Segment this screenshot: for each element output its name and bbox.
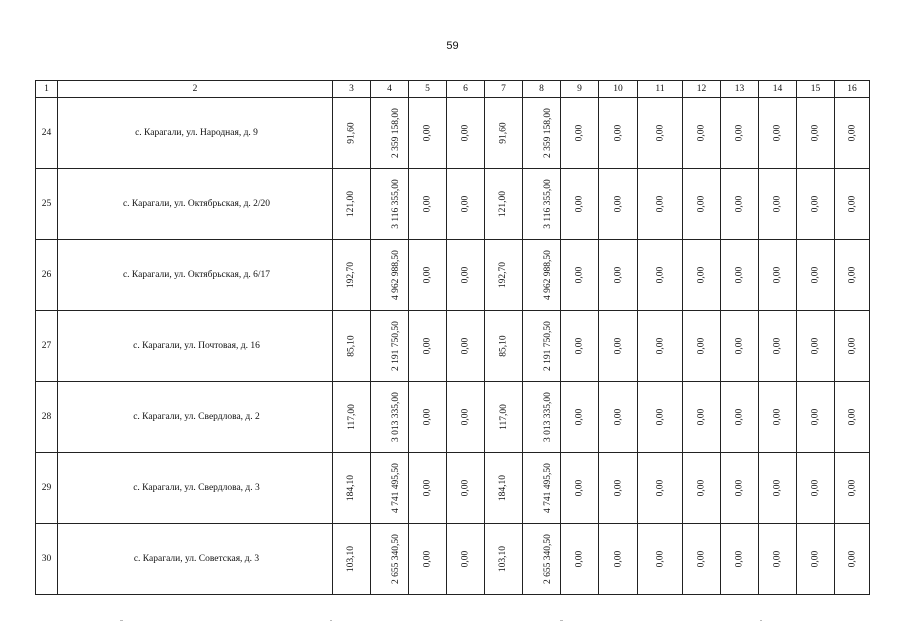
- cell-value: 0,00: [696, 195, 707, 213]
- value-cell: [599, 382, 638, 453]
- cell-value: 0,00: [772, 479, 783, 497]
- value-cell: [835, 169, 870, 240]
- column-header: 14: [759, 81, 797, 98]
- value-cell: [409, 382, 447, 453]
- cell-value: 0,00: [574, 195, 585, 213]
- value-cell: [599, 240, 638, 311]
- value-cell: [561, 98, 599, 169]
- cell-value: 0,00: [422, 337, 433, 355]
- cell-value: 0,00: [574, 266, 585, 284]
- value-cell: [721, 453, 759, 524]
- value-cell: [638, 169, 683, 240]
- cell-value: 0,00: [772, 266, 783, 284]
- cell-value: 0,00: [460, 337, 471, 355]
- value-cell: [333, 240, 371, 311]
- table-row: [36, 382, 870, 453]
- value-cell: [638, 382, 683, 453]
- column-header: 13: [721, 81, 759, 98]
- value-cell: [371, 240, 409, 311]
- value-cell: [485, 524, 523, 595]
- cell-value: 0,00: [734, 337, 745, 355]
- value-cell: [447, 524, 485, 595]
- value-cell: [561, 524, 599, 595]
- cell-value: 0,00: [810, 550, 821, 568]
- value-cell: [683, 453, 721, 524]
- cell-value: 0,00: [847, 550, 857, 568]
- cell-value: 184,10: [346, 474, 357, 502]
- value-cell: [485, 311, 523, 382]
- cell-value: 3 013 335,00: [542, 392, 553, 442]
- table-row: [36, 524, 870, 595]
- registry-table: [35, 80, 870, 595]
- cell-value: 103,10: [346, 545, 357, 573]
- column-header: 16: [835, 81, 870, 98]
- value-cell: [371, 382, 409, 453]
- cell-value: 0,00: [772, 337, 783, 355]
- cell-value: 2 655 340,50: [390, 534, 401, 584]
- cell-value: 0,00: [696, 266, 707, 284]
- value-cell: [835, 382, 870, 453]
- cell-value: 103,10: [498, 545, 509, 573]
- cell-value: 0,00: [655, 195, 665, 213]
- cell-value: 0,00: [422, 550, 433, 568]
- column-header: 10: [599, 81, 638, 98]
- cell-value: 0,00: [734, 195, 745, 213]
- value-cell: [561, 240, 599, 311]
- value-cell: [797, 453, 835, 524]
- header-row: [36, 81, 870, 98]
- scan-speck: [560, 620, 563, 621]
- row-number: 27: [36, 311, 58, 382]
- value-cell: [638, 240, 683, 311]
- value-cell: [333, 524, 371, 595]
- value-cell: [485, 98, 523, 169]
- cell-value: 4 962 988,50: [542, 250, 553, 300]
- column-header: 11: [638, 81, 683, 98]
- value-cell: [797, 240, 835, 311]
- column-header: 3: [333, 81, 371, 98]
- value-cell: [683, 169, 721, 240]
- cell-value: 0,00: [574, 550, 585, 568]
- cell-value: 0,00: [810, 195, 821, 213]
- cell-value: 0,00: [613, 479, 623, 497]
- cell-value: 0,00: [810, 124, 821, 142]
- value-cell: [485, 169, 523, 240]
- cell-value: 0,00: [655, 408, 665, 426]
- value-cell: [447, 240, 485, 311]
- cell-value: 0,00: [422, 124, 433, 142]
- value-cell: [683, 98, 721, 169]
- cell-value: 0,00: [696, 479, 707, 497]
- value-cell: [409, 311, 447, 382]
- value-cell: [759, 169, 797, 240]
- cell-value: 0,00: [613, 195, 623, 213]
- page-number: 59: [446, 40, 459, 52]
- column-header: 6: [447, 81, 485, 98]
- cell-value: 0,00: [847, 479, 857, 497]
- column-header: 2: [58, 81, 333, 98]
- row-number: 30: [36, 524, 58, 595]
- value-cell: [683, 240, 721, 311]
- cell-value: 0,00: [613, 550, 623, 568]
- cell-value: 0,00: [847, 195, 857, 213]
- cell-value: 4 741 495,50: [542, 463, 553, 513]
- value-cell: [561, 453, 599, 524]
- table-row: [36, 311, 870, 382]
- column-header: 1: [36, 81, 58, 98]
- value-cell: [599, 453, 638, 524]
- column-header: 9: [561, 81, 599, 98]
- value-cell: [523, 382, 561, 453]
- cell-value: 117,00: [346, 404, 357, 430]
- cell-value: 0,00: [613, 337, 623, 355]
- cell-value: 0,00: [734, 124, 745, 142]
- cell-value: 0,00: [574, 337, 585, 355]
- cell-value: 0,00: [734, 479, 745, 497]
- cell-value: 0,00: [810, 266, 821, 284]
- table-row: [36, 453, 870, 524]
- table-row: [36, 169, 870, 240]
- cell-value: 0,00: [460, 266, 471, 284]
- cell-value: 0,00: [574, 479, 585, 497]
- cell-value: 0,00: [655, 266, 665, 284]
- cell-value: 0,00: [460, 195, 471, 213]
- cell-value: 0,00: [422, 408, 433, 426]
- cell-value: 0,00: [460, 408, 471, 426]
- table-body: [36, 98, 870, 595]
- value-cell: [523, 453, 561, 524]
- cell-value: 117,00: [498, 404, 509, 430]
- address-cell: с. Карагали, ул. Свердлова, д. 2: [58, 382, 333, 453]
- value-cell: [721, 524, 759, 595]
- table-row: [36, 98, 870, 169]
- value-cell: [759, 311, 797, 382]
- value-cell: [447, 169, 485, 240]
- value-cell: [371, 453, 409, 524]
- cell-value: 0,00: [847, 124, 857, 142]
- cell-value: 0,00: [460, 550, 471, 568]
- value-cell: [409, 240, 447, 311]
- value-cell: [721, 311, 759, 382]
- value-cell: [409, 98, 447, 169]
- column-header: 12: [683, 81, 721, 98]
- value-cell: [721, 382, 759, 453]
- cell-value: 0,00: [613, 266, 623, 284]
- cell-value: 2 655 340,50: [542, 534, 553, 584]
- value-cell: [638, 98, 683, 169]
- cell-value: 121,00: [346, 190, 357, 218]
- value-cell: [447, 98, 485, 169]
- scan-speck: [330, 620, 332, 621]
- value-cell: [599, 311, 638, 382]
- value-cell: [599, 169, 638, 240]
- column-header: 8: [523, 81, 561, 98]
- value-cell: [561, 311, 599, 382]
- value-cell: [721, 240, 759, 311]
- value-cell: [523, 524, 561, 595]
- column-header: 15: [797, 81, 835, 98]
- value-cell: [835, 524, 870, 595]
- address-cell: с. Карагали, ул. Советская, д. 3: [58, 524, 333, 595]
- cell-value: 0,00: [574, 408, 585, 426]
- cell-value: 3 116 355,00: [542, 179, 553, 229]
- cell-value: 2 359 158,00: [542, 108, 553, 158]
- value-cell: [371, 169, 409, 240]
- address-cell: с. Карагали, ул. Почтовая, д. 16: [58, 311, 333, 382]
- cell-value: 0,00: [810, 337, 821, 355]
- value-cell: [523, 311, 561, 382]
- cell-value: 0,00: [696, 124, 707, 142]
- column-header: 5: [409, 81, 447, 98]
- cell-value: 0,00: [574, 124, 585, 142]
- value-cell: [409, 453, 447, 524]
- cell-value: 0,00: [422, 266, 433, 284]
- value-cell: [447, 382, 485, 453]
- value-cell: [447, 453, 485, 524]
- row-number: 28: [36, 382, 58, 453]
- value-cell: [371, 98, 409, 169]
- value-cell: [797, 98, 835, 169]
- cell-value: 2 191 750,50: [390, 321, 401, 371]
- address-cell: с. Карагали, ул. Октябрьская, д. 6/17: [58, 240, 333, 311]
- cell-value: 0,00: [734, 408, 745, 426]
- value-cell: [797, 524, 835, 595]
- value-cell: [371, 311, 409, 382]
- value-cell: [333, 98, 371, 169]
- value-cell: [333, 311, 371, 382]
- value-cell: [409, 169, 447, 240]
- value-cell: [485, 240, 523, 311]
- cell-value: 0,00: [696, 337, 707, 355]
- value-cell: [599, 524, 638, 595]
- cell-value: 0,00: [422, 195, 433, 213]
- value-cell: [333, 382, 371, 453]
- cell-value: 2 191 750,50: [542, 321, 553, 371]
- value-cell: [599, 98, 638, 169]
- cell-value: 91,60: [346, 122, 357, 144]
- value-cell: [409, 524, 447, 595]
- scan-speck: [120, 620, 123, 621]
- value-cell: [721, 98, 759, 169]
- cell-value: 85,10: [346, 335, 357, 357]
- row-number: 25: [36, 169, 58, 240]
- value-cell: [683, 524, 721, 595]
- value-cell: [759, 382, 797, 453]
- cell-value: 0,00: [655, 124, 665, 142]
- cell-value: 0,00: [655, 479, 665, 497]
- value-cell: [485, 453, 523, 524]
- cell-value: 0,00: [613, 124, 623, 142]
- cell-value: 192,70: [346, 261, 357, 289]
- cell-value: 121,00: [498, 190, 509, 218]
- value-cell: [835, 311, 870, 382]
- value-cell: [721, 169, 759, 240]
- cell-value: 3 013 335,00: [390, 392, 401, 442]
- cell-value: 0,00: [772, 195, 783, 213]
- value-cell: [638, 453, 683, 524]
- row-number: 24: [36, 98, 58, 169]
- cell-value: 0,00: [734, 266, 745, 284]
- cell-value: 0,00: [422, 479, 433, 497]
- value-cell: [485, 382, 523, 453]
- value-cell: [683, 311, 721, 382]
- cell-value: 192,70: [498, 261, 509, 289]
- cell-value: 184,10: [498, 474, 509, 502]
- address-cell: с. Карагали, ул. Свердлова, д. 3: [58, 453, 333, 524]
- value-cell: [638, 311, 683, 382]
- value-cell: [835, 98, 870, 169]
- value-cell: [333, 169, 371, 240]
- value-cell: [759, 98, 797, 169]
- row-number: 26: [36, 240, 58, 311]
- value-cell: [797, 382, 835, 453]
- cell-value: 0,00: [655, 550, 665, 568]
- value-cell: [523, 98, 561, 169]
- cell-value: 0,00: [613, 408, 623, 426]
- cell-value: 0,00: [460, 479, 471, 497]
- value-cell: [759, 524, 797, 595]
- cell-value: 0,00: [810, 479, 821, 497]
- cell-value: 0,00: [655, 337, 665, 355]
- cell-value: 0,00: [847, 266, 857, 284]
- address-cell: с. Карагали, ул. Народная, д. 9: [58, 98, 333, 169]
- value-cell: [797, 311, 835, 382]
- cell-value: 91,60: [498, 122, 509, 144]
- cell-value: 0,00: [772, 408, 783, 426]
- cell-value: 0,00: [734, 550, 745, 568]
- value-cell: [523, 240, 561, 311]
- cell-value: 0,00: [460, 124, 471, 142]
- value-cell: [371, 524, 409, 595]
- cell-value: 0,00: [696, 550, 707, 568]
- value-cell: [523, 169, 561, 240]
- cell-value: 0,00: [696, 408, 707, 426]
- cell-value: 4 741 495,50: [390, 463, 401, 513]
- column-header: 7: [485, 81, 523, 98]
- cell-value: 3 116 355,00: [390, 179, 401, 229]
- cell-value: 0,00: [847, 408, 857, 426]
- value-cell: [759, 240, 797, 311]
- value-cell: [759, 453, 797, 524]
- value-cell: [835, 453, 870, 524]
- cell-value: 4 962 988,50: [390, 250, 401, 300]
- value-cell: [797, 169, 835, 240]
- column-header: 4: [371, 81, 409, 98]
- cell-value: 0,00: [847, 337, 857, 355]
- value-cell: [561, 382, 599, 453]
- value-cell: [683, 382, 721, 453]
- scan-speck: [760, 620, 762, 621]
- cell-value: 0,00: [772, 550, 783, 568]
- value-cell: [561, 169, 599, 240]
- value-cell: [638, 524, 683, 595]
- value-cell: [333, 453, 371, 524]
- cell-value: 2 359 158,00: [390, 108, 401, 158]
- row-number: 29: [36, 453, 58, 524]
- value-cell: [835, 240, 870, 311]
- value-cell: [447, 311, 485, 382]
- cell-value: 85,10: [498, 335, 509, 357]
- cell-value: 0,00: [772, 124, 783, 142]
- cell-value: 0,00: [810, 408, 821, 426]
- table-row: [36, 240, 870, 311]
- address-cell: с. Карагали, ул. Октябрьская, д. 2/20: [58, 169, 333, 240]
